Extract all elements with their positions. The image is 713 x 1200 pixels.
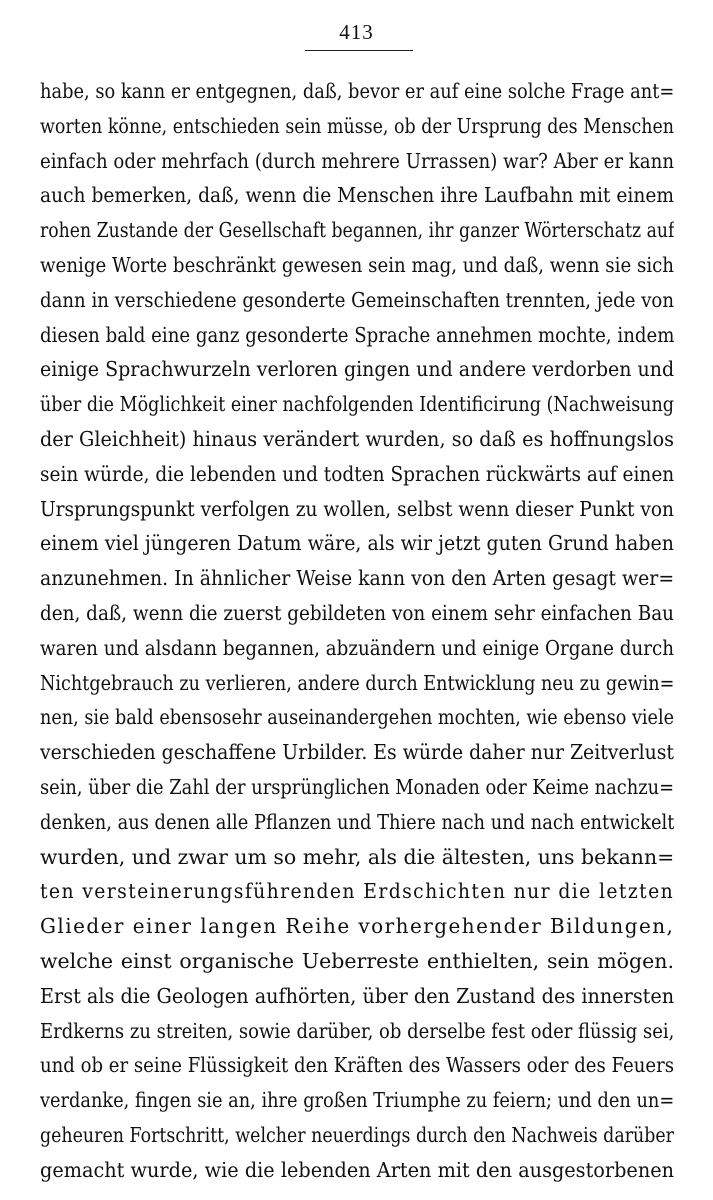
text-line: wenige Worte beschränkt gewesen sein mag, und daß, wenn sie sich <box>40 252 674 277</box>
text-line: Erst als die Geologen aufhörten, über den Zustand des innersten <box>40 983 675 1008</box>
page-number: 413 <box>339 20 374 44</box>
text-line: dann in verschiedene gesonderte Gemeinschaften trennten, jede von <box>40 287 674 312</box>
text-line: der Gleichheit) hinaus verändert wurden, so daß es hoffnungslos <box>40 426 675 451</box>
header-rule <box>305 50 413 51</box>
text-line: verdanke, fingen sie an, ihre großen Triumphe zu feiern; und den un= <box>40 1088 674 1113</box>
text-line: und ob er seine Flüssigkeit den Kräften des Wassers oder des Feuers <box>40 1053 675 1078</box>
text-line: rohen Zustande der Gesellschaft begannen, ihr ganzer Wörterschatz auf <box>40 218 675 243</box>
text-line: worten könne, entschieden sein müsse, ob der Ursprung des Menschen <box>40 113 675 138</box>
text-line: diesen bald eine ganz gesonderte Sprache annehmen mochte, indem <box>40 322 674 347</box>
text-line: einem viel jüngeren Datum wäre, als wir jetzt guten Grund haben <box>40 531 674 556</box>
text-line: einige Sprachwurzeln verloren gingen und andere verdorben und <box>40 357 674 382</box>
body-text <box>40 74 674 1188</box>
text-line: Glieder einer langen Reihe vorhergehender Bildungen, <box>40 914 675 939</box>
text-line: denken, aus denen alle Pflanzen und Thiere nach und nach entwickelt <box>40 809 675 834</box>
text-line: ten versteinerungsführenden Erdschichten nur die letzten <box>40 879 674 904</box>
text-line: Ursprungspunkt verfolgen zu wollen, selbst wenn dieser Punkt von <box>40 496 674 521</box>
text-line: verschieden geschaffene Urbilder. Es würde daher nur Zeitverlust <box>40 740 674 765</box>
text-line: auch bemerken, daß, wenn die Menschen ihre Laufbahn mit einem <box>40 183 674 208</box>
text-line: waren und alsdann begannen, abzuändern und einige Organe durch <box>40 635 674 660</box>
text-line: sein, über die Zahl der ursprünglichen Monaden oder Keime nachzu= <box>40 774 675 799</box>
text-line: den, daß, wenn die zuerst gebildeten von einem sehr einfachen Bau <box>40 600 674 625</box>
text-line: sein würde, die lebenden und todten Sprachen rückwärts auf einen <box>40 461 674 486</box>
text-line: welche einst organische Ueberreste enthielten, sein mögen. <box>40 948 674 973</box>
text-line: über die Möglichkeit einer nachfolgenden Identificirung (Nachweisung <box>40 392 674 417</box>
text-line: habe, so kann er entgegnen, daß, bevor er auf eine solche Frage ant= <box>40 79 675 103</box>
text-line: Nichtgebrauch zu verlieren, andere durch Entwicklung neu zu gewin= <box>40 670 675 695</box>
text-line: anzunehmen. In ähnlicher Weise kann von den Arten gesagt wer= <box>40 566 675 591</box>
text-line: nen, sie bald ebensosehr auseinandergehen mochten, wie ebenso viele <box>40 705 675 730</box>
text-line: geheuren Fortschritt, welcher neuerdings durch den Nachweis darüber <box>40 1122 674 1147</box>
text-line: Erdkerns zu streiten, sowie darüber, ob derselbe fest oder flüssig sei, <box>40 1018 674 1043</box>
text-line: einfach oder mehrfach (durch mehrere Urrassen) war? Aber er kann <box>40 148 675 173</box>
text-line: wurden, und zwar um so mehr, als die ältesten, uns bekann= <box>40 844 675 869</box>
text-line: gemacht wurde, wie die lebenden Arten mit den ausgestorbenen <box>40 1157 675 1182</box>
